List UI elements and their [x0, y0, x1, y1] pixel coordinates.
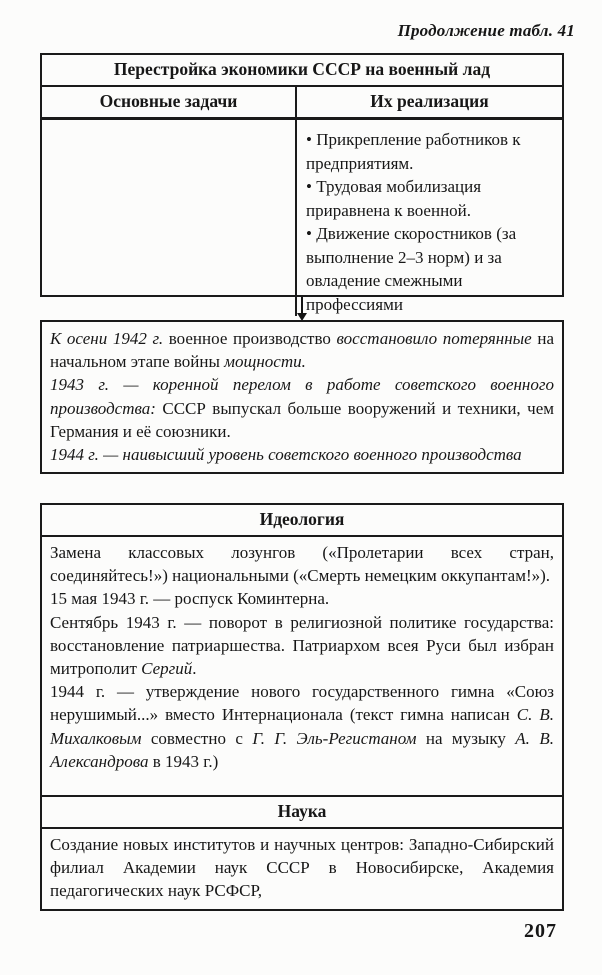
page-number: 207 — [524, 920, 557, 942]
economy-table — [40, 53, 564, 314]
down-arrow-line — [301, 297, 303, 313]
science-paragraph: Создание новых институтов и научных центров: Западно-Сибирский филиал Академии наук СССР в Новосибирске, Академия педагогических наук РСФСР, — [50, 835, 554, 901]
summary-paragraph: 1943 г. — коренной перелом в работе советского военного производства: СССР выпускал больше вооружений и техники, чем Германия и её союзники. — [50, 375, 554, 441]
science-section-body — [42, 829, 562, 909]
ideology-paragraph: Сентябрь 1943 г. — поворот в религиозной политике государства: восстановление патриаршества. Патриархом всея Руси был избран митрополит Сергий. — [50, 612, 554, 679]
economy-table-title: Перестройка экономики СССР на военный лад — [42, 55, 562, 87]
bullet-item: • Движение скоростников (за выполнение 2–3 норм) и за овладение смежными профессиями — [306, 224, 517, 314]
summary-paragraph: 1944 г. — наивысший уровень советского военного производства — [50, 445, 522, 465]
column-header-main-tasks: Основные задачи — [42, 87, 297, 117]
ideology-paragraph: 1944 г. — утверждение нового государственного гимна «Союз нерушимый...» вместо Интернационала (текст гимна написан С. В. Михалковым совместно с Г. Г. Эль-Регистаном на музыку А. В. Александрова в 1943 г.) — [50, 682, 554, 771]
war-production-summary-box — [40, 320, 564, 474]
ideology-section-body — [42, 537, 562, 795]
bullet-item: • Прикрепление работников к предприятиям. — [306, 130, 521, 173]
ideology-paragraph: Замена классовых лозунгов («Пролетарии всех стран, соединяйтесь!») национальными («Смерть немецким оккупантам!»). — [50, 543, 554, 586]
implementation-cell — [297, 120, 562, 316]
ideology-section-header: Идеология — [42, 505, 562, 537]
column-header-implementation: Их реализация — [370, 91, 489, 111]
down-arrow-icon — [294, 297, 310, 322]
summary-paragraph: К осени 1942 г. военное производство восстановило потерянные на начальном этапе войны мощности. — [50, 329, 554, 372]
ideology-science-table — [40, 503, 564, 911]
economy-table-body-row — [42, 120, 562, 314]
ideology-paragraph: 15 мая 1943 г. — роспуск Коминтерна. — [50, 589, 330, 609]
science-section-header: Наука — [42, 795, 562, 829]
table-continuation-label: Продолжение табл. 41 — [397, 21, 575, 40]
main-tasks-cell — [42, 120, 297, 316]
bullet-item: • Трудовая мобилизация приравнена к военной. — [306, 177, 482, 220]
economy-table-header-row — [42, 87, 562, 120]
